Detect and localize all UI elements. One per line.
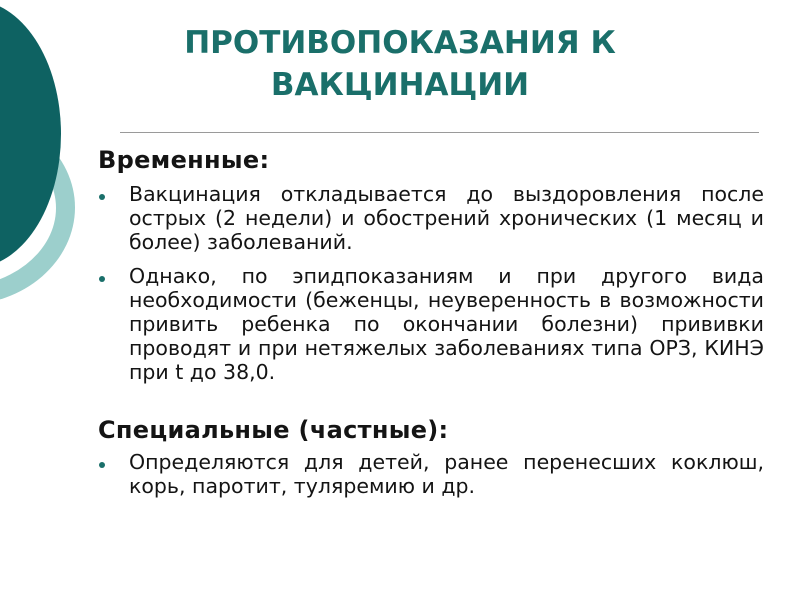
section-heading-temporary: Временные:: [98, 146, 270, 174]
bullet-text: Определяются для детей, ранее перенесших коклюш, корь, паротит, туляремию и др.: [129, 450, 764, 498]
decorative-circles: [0, 0, 100, 600]
section-heading-special: Специальные (частные):: [98, 416, 449, 444]
slide-body: [98, 142, 764, 508]
bullet-dot-icon: [99, 462, 105, 468]
bullet-text: Вакцинация откладывается до выздоровления после острых (2 недели) и обострений хронических (1 месяц и более) заболеваний.: [129, 182, 764, 254]
slide-title-line-1: ПРОТИВОПОКАЗАНИЯ К: [184, 25, 616, 61]
bullet-text: Однако, по эпидпоказаниям и при другого вида необходимости (беженцы, неуверенность в возможности привить ребенка по окончании болезни) прививки проводят и при нетяжелых заболеваниях типа ОРЗ, КИНЭ при t до 38,0.: [129, 264, 764, 384]
list-item: [98, 450, 764, 498]
list-item: [98, 182, 764, 254]
temporary-bullet-list: [98, 182, 764, 384]
title-divider: [120, 132, 759, 133]
special-bullet-list: [98, 450, 764, 498]
bullet-dot-icon: [99, 276, 105, 282]
list-item: [98, 264, 764, 384]
slide-title-line-2: ВАКЦИНАЦИИ: [270, 67, 530, 103]
slide-title: [140, 22, 660, 106]
bullet-dot-icon: [99, 194, 105, 200]
